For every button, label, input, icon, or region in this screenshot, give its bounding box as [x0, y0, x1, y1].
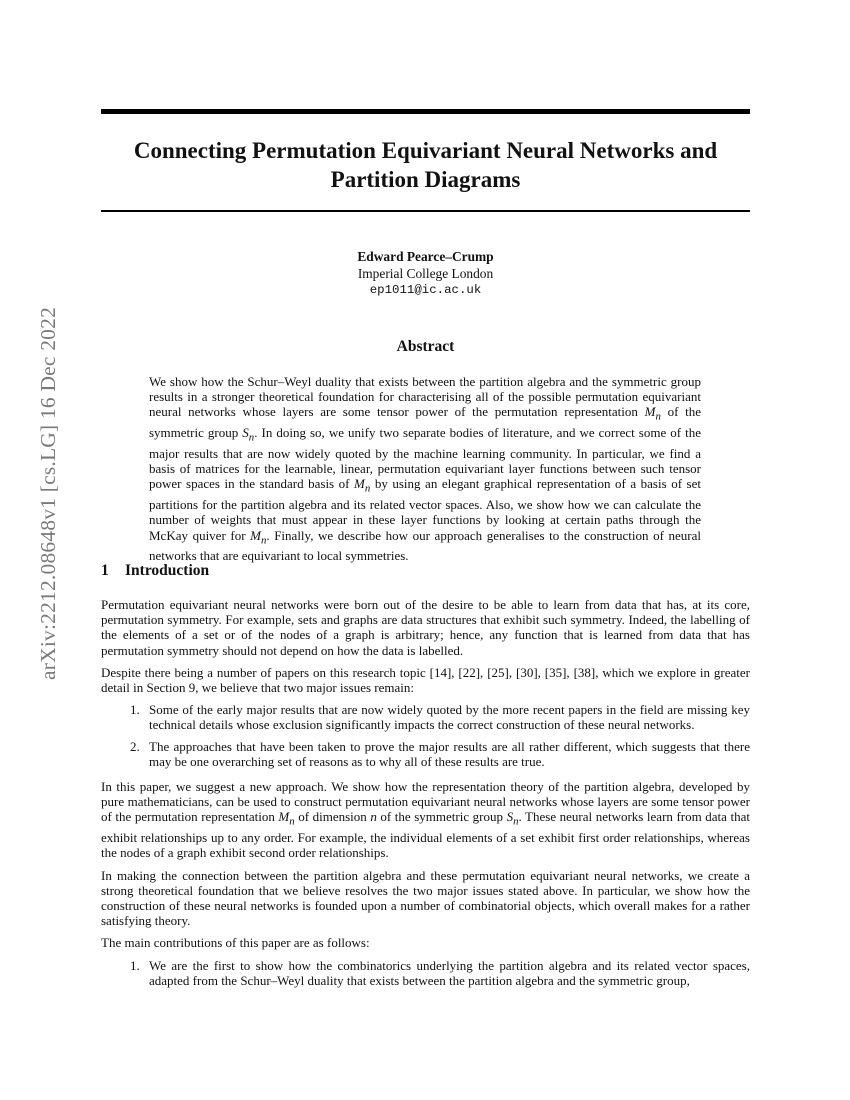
math-symbol: n: [370, 809, 377, 825]
math-symbol: $M_n$: [278, 809, 295, 829]
title-top-rule: [101, 109, 750, 114]
issue-item-1: [101, 702, 750, 732]
abstract-paragraph: [149, 374, 701, 564]
abstract-text: of the symmetric group: [149, 404, 701, 441]
author-block: [101, 249, 750, 299]
intro-paragraph-4: In making the connection between the partition algebra and these permutation equivariant neural networks, we create a strong theoretical foundation that we believe resolves the two major issues stated above. In particular, we show how the construction of these neural networks is founded upon a number of combinatorial objects, which overall makes for a rather satisfying theory.: [101, 867, 750, 929]
list-marker: 1.: [130, 957, 140, 973]
abstract-text: . In doing so, we unify two separate bodies of literature, and we correct some of the major results that are now widely quoted by the machine learning community. In particular, we find a basis of matrices for the learnable, linear, permutation equivariant layer functions between such tensor power spaces in the standard basis of: [149, 425, 701, 492]
list-marker: 1.: [130, 702, 140, 718]
issues-list: [101, 702, 750, 769]
contributions-list: [101, 958, 750, 988]
list-item-text: The approaches that have been taken to prove the major results are all rather different, which suggests that there may be one overarching set of reasons as to why all of these results are true.: [149, 738, 750, 769]
intro-paragraph-3: In this paper, we suggest a new approach. We show how the representation theory of the partition algebra, developed by pure mathematicians, can be used to construct permutation equivariant neural networks whose layers are some tensor power of the permutation representation $M_n$ of dimension n of the symmetric group $S_n$. These neural networks learn from data that exhibit relationships up to any order. For example, the individual elements of a set exhibit first order relationships, whereas the nodes of a graph exhibit second order relationships.: [101, 779, 750, 861]
arxiv-sidebar: [18, 280, 60, 680]
title-line-1: Connecting Permutation Equivariant Neural Networks and: [133, 138, 718, 163]
title-line-2: Partition Diagrams: [330, 167, 521, 192]
abstract-body: [149, 374, 701, 564]
abstract-text: We show how the Schur–Weyl duality that exists between the partition algebra and the symmetric group results in a stronger theoretical foundation for characterising all of the possible permutation equivariant neural networks whose layers are some tensor power of the permutation representation: [149, 374, 701, 420]
math-symbol: $M_n$: [250, 527, 267, 547]
author-affiliation: Imperial College London: [357, 265, 494, 281]
abstract-heading: Abstract: [396, 338, 455, 355]
section-number: 1: [101, 562, 109, 579]
author-email: ep1011@ic.ac.uk: [369, 283, 482, 297]
intro-paragraph-2: Despite there being a number of papers on this research topic [14], [22], [25], [30], [35], [38], which we explore in greater detail in Section 9, we believe that two major issues remain:: [101, 664, 750, 696]
paper-title: [101, 136, 750, 194]
math-symbol: $M_n$: [354, 476, 371, 495]
list-item-text: Some of the early major results that are now widely quoted by the more recent papers in the field are missing key technical details whose exclusion significantly impacts the correct construction of these neural networks.: [149, 702, 750, 733]
title-bottom-rule: [101, 210, 750, 212]
abstract-text: by using an elegant graphical representation of a basis of set partitions for the partition algebra and its related vector spaces. Also, we show how we can calculate the number of weights that must appear in these layer functions by looking at certain paths through the McKay quiver for: [149, 476, 701, 543]
introduction-body: [101, 597, 750, 998]
contribution-item-1: [101, 958, 750, 988]
arxiv-identifier: arXiv:2212.08648v1 [cs.LG] 16 Dec 2022: [36, 306, 60, 680]
abstract-text: . Finally, we describe how our approach generalises to the construction of neural networks that are equivariant to local symmetries.: [149, 527, 701, 564]
math-symbol: $M_n$: [644, 404, 661, 423]
list-item-text: We are the first to show how the combinatorics underlying the partition algebra and its related vector spaces, adapted from the Schur–Weyl duality that exists between the partition algebra and the symmetric group,: [149, 957, 750, 988]
section-title: Introduction: [125, 562, 210, 579]
list-marker: 2.: [130, 738, 140, 754]
intro-paragraph-5: The main contributions of this paper are as follows:: [101, 935, 370, 951]
math-symbol: $S_n$: [506, 809, 519, 829]
math-symbol: $S_n$: [242, 425, 255, 444]
intro-paragraph-1: Permutation equivariant neural networks were born out of the desire to be able to learn from data that has, at its core, permutation symmetry. For example, sets and graphs are data structures that exhibit such symmetry. Indeed, the labelling of the elements of a set or of the nodes of a graph is arbitrary; hence, any function that is learned from data that has permutation symmetry should not depend on how the data is labelled.: [101, 597, 750, 658]
section-heading-introduction: [101, 562, 750, 580]
issue-item-2: [101, 739, 750, 769]
author-name: Edward Pearce–Crump: [357, 249, 494, 264]
